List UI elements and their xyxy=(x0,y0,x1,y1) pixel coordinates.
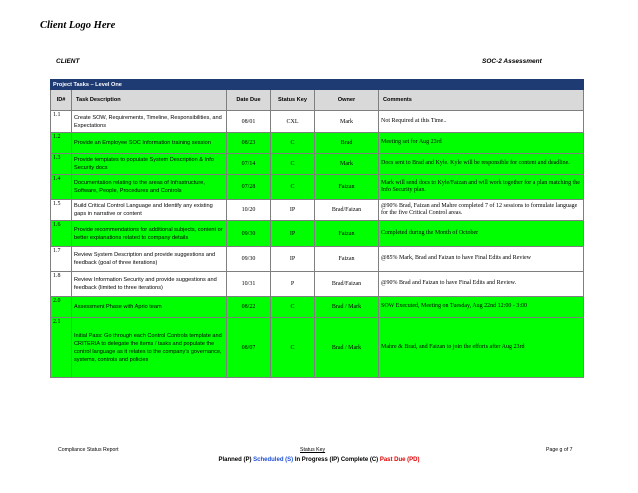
task-description: Provide an Employee SOC Information training session xyxy=(72,133,227,154)
comment: Completed during the Month of October xyxy=(379,221,584,247)
task-description: Initial Pass: Go through each Control Controls template and CRITERIA to delegate the items / tasks and populate the control language as it relates to the company's governance, systems, controls and policies xyxy=(72,318,227,378)
owner: Mark xyxy=(315,154,379,175)
assessment-label: SOC-2 Assessment xyxy=(482,58,542,65)
table-row xyxy=(51,154,584,175)
comment: Not Required at this Time.. xyxy=(379,111,584,133)
owner: Faizan xyxy=(315,175,379,200)
footer-report-name: Compliance Status Report xyxy=(58,447,119,453)
client-logo-placeholder: Client Logo Here xyxy=(40,20,116,31)
banner-title: Project Tasks – Level One xyxy=(51,80,584,90)
date-due: 07/14 xyxy=(227,154,271,175)
task-description: Create SOW, Requirements, Timeline, Responsibilities, and Expectations xyxy=(72,111,227,133)
header-owner: Owner xyxy=(315,90,379,111)
row-id: 1.2 xyxy=(51,133,72,154)
table-row xyxy=(51,247,584,272)
table-row xyxy=(51,133,584,154)
header-task: Task Description xyxy=(72,90,227,111)
table-row xyxy=(51,175,584,200)
task-description: Review Information Security and provide suggestions and feedback (limited to three iterations) xyxy=(72,272,227,297)
table-row xyxy=(51,272,584,297)
comment: Docs sent to Brad and Kyle. Kyle will be responsible for content and deadline. xyxy=(379,154,584,175)
status-key-item: Planned (P) xyxy=(218,457,254,463)
table-row xyxy=(51,200,584,221)
owner: Brad xyxy=(315,133,379,154)
date-due: 08/07 xyxy=(227,318,271,378)
status-key-legend xyxy=(0,457,638,463)
table-banner xyxy=(51,80,584,90)
date-due: 09/30 xyxy=(227,247,271,272)
table-row xyxy=(51,221,584,247)
comment: Meeting set for Aug 23rd xyxy=(379,133,584,154)
row-id: 1.7 xyxy=(51,247,72,272)
status-key: C xyxy=(271,154,315,175)
project-tasks-table xyxy=(50,79,584,378)
row-id: 1.4 xyxy=(51,175,72,200)
comment: SOW Executed, Meeting on Tuesday, Aug 22nd 12:00 - 3:00 xyxy=(379,297,584,318)
comment: Mark will send docs to Kyle/Faizan and will work together for a plan matching the Info Security plan. xyxy=(379,175,584,200)
status-key-item: Past Due (PD) xyxy=(379,457,420,463)
task-description: Build Critical Control Language and Identify any existing gaps in narrative or content xyxy=(72,200,227,221)
row-id: 1.3 xyxy=(51,154,72,175)
table-row xyxy=(51,111,584,133)
status-key-item: Complete (C) xyxy=(340,457,380,463)
comment: @90% Brad, Faizan and Mahre completed 7 of 12 sessions to formulate language for the five Critical Control areas. xyxy=(379,200,584,221)
status-key-item: In Progress (IP) xyxy=(294,457,341,463)
task-description: Provide templates to populate System Description & Info Security docs xyxy=(72,154,227,175)
table-row xyxy=(51,297,584,318)
date-due: 10/20 xyxy=(227,200,271,221)
row-id: 2.1 xyxy=(51,318,72,378)
row-id: 1.5 xyxy=(51,200,72,221)
header-comments: Comments xyxy=(379,90,584,111)
status-key: C xyxy=(271,133,315,154)
comment: @90% Brad and Faizan to have Final Edits and Review. xyxy=(379,272,584,297)
date-due: 09/30 xyxy=(227,221,271,247)
owner: Brad / Mark xyxy=(315,318,379,378)
date-due: 08/01 xyxy=(227,111,271,133)
status-key: C xyxy=(271,175,315,200)
date-due: 10/31 xyxy=(227,272,271,297)
status-key: C xyxy=(271,297,315,318)
row-id: 2.0 xyxy=(51,297,72,318)
comment: @85% Mark, Brad and Faizan to have Final Edits and Review xyxy=(379,247,584,272)
table-row xyxy=(51,318,584,378)
owner: Brad / Mark xyxy=(315,297,379,318)
owner: Brad/Faizan xyxy=(315,272,379,297)
comment: Mahre & Brad, and Faizan to join the efforts after Aug 23rd xyxy=(379,318,584,378)
date-due: 08/23 xyxy=(227,133,271,154)
owner: Brad/Faizan xyxy=(315,200,379,221)
task-description: Provide recommendations for additional subjects, content or better explanations related to company details xyxy=(72,221,227,247)
table-header-row xyxy=(51,90,584,111)
header-id: ID# xyxy=(51,90,72,111)
row-id: 1.6 xyxy=(51,221,72,247)
header-date: Date Due xyxy=(227,90,271,111)
date-due: 08/22 xyxy=(227,297,271,318)
row-id: 1.1 xyxy=(51,111,72,133)
footer-status-key-title: Status Key xyxy=(300,447,326,453)
status-key: P xyxy=(271,272,315,297)
row-id: 1.8 xyxy=(51,272,72,297)
status-key: CXL xyxy=(271,111,315,133)
owner: Faizan xyxy=(315,247,379,272)
task-description: Documentation relating to the areas of Infrastructure, Software, People, Procedures and Controls xyxy=(72,175,227,200)
client-label: CLIENT xyxy=(56,58,80,65)
status-key: C xyxy=(271,318,315,378)
status-key: IP xyxy=(271,221,315,247)
owner: Faizan xyxy=(315,221,379,247)
status-key: IP xyxy=(271,200,315,221)
status-key: IP xyxy=(271,247,315,272)
status-key-item: Scheduled (S) xyxy=(253,457,295,463)
task-description: Review System Description and provide suggestions and feedback (goal of three iterations) xyxy=(72,247,227,272)
date-due: 07/28 xyxy=(227,175,271,200)
header-status: Status Key xyxy=(271,90,315,111)
footer-page-number: Page g of 7 xyxy=(546,447,573,453)
task-description: Assessment Phase with Aprio team xyxy=(72,297,227,318)
owner: Mark xyxy=(315,111,379,133)
